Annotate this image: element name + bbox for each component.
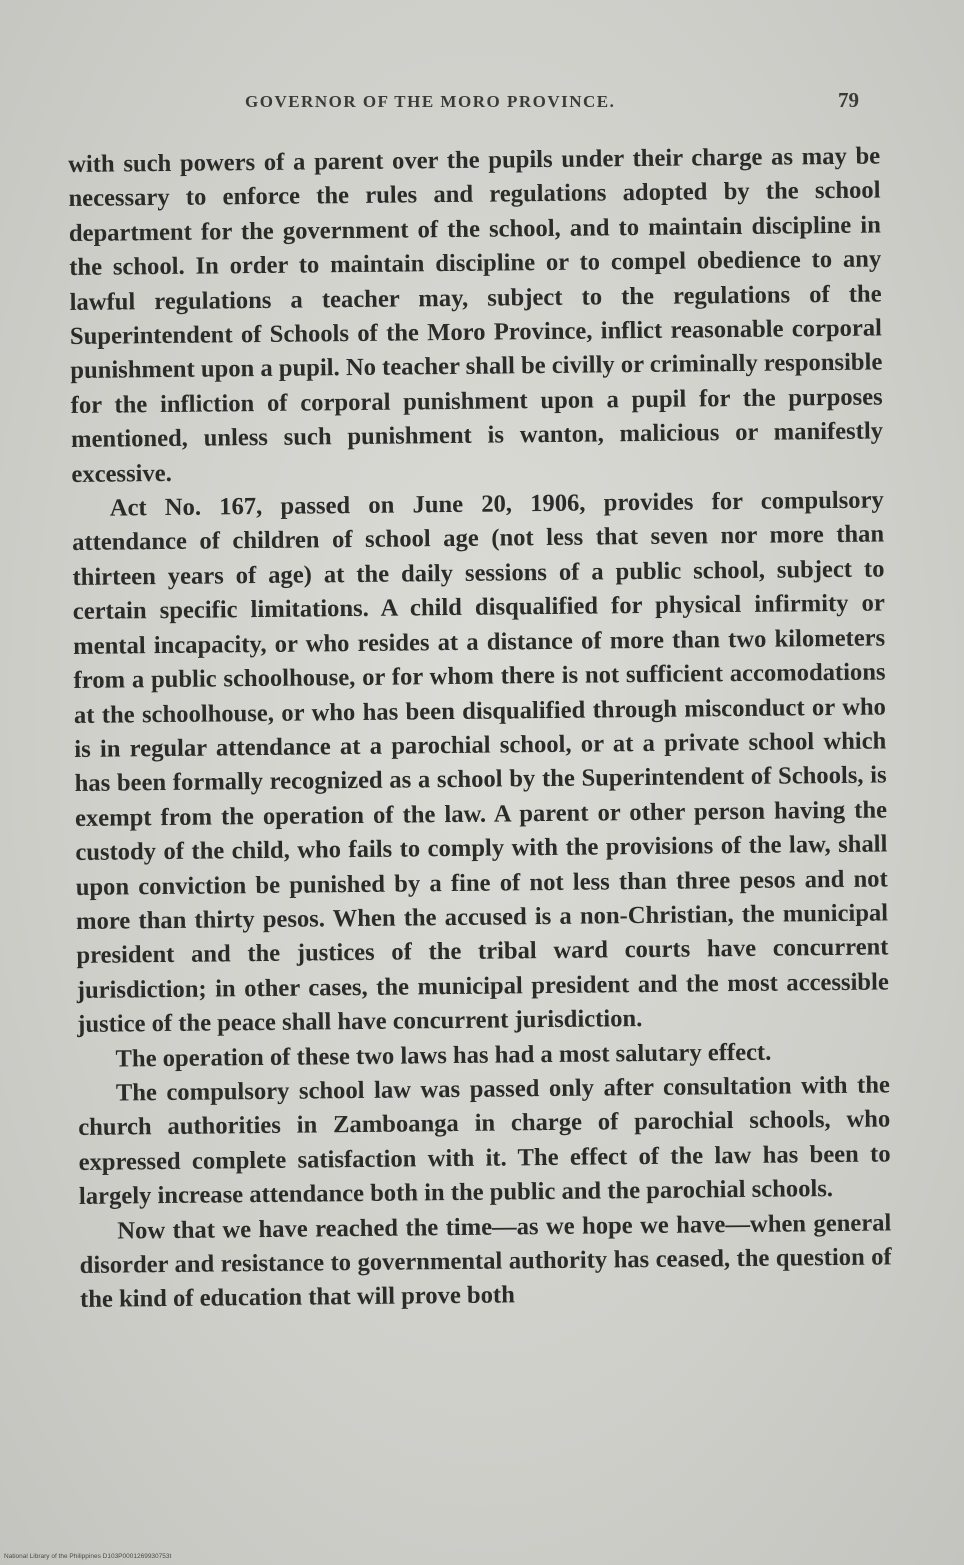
- paragraph-now-that: Now that we have reached the time—as we hope we have—when general disorder and resistance to governmental authority has ceased, the question of the kind of education that will prove both: [79, 1209, 892, 1314]
- page-header: [0, 88, 964, 122]
- paragraph-continued: with such powers of a parent over the pupils under their charge as may be necessary to enforce the rules and regulations adopted by the school department for the government of the school, and to maintain discipline in the school. In order to maintain discipline or to compel obedience to any lawful regulations a teacher may, subject to the regulations of the Superintendent of Schools of the Moro Province, inflict reasonable corporal punishment upon a pupil. No teacher shall be civilly or criminally responsible for the infliction of corporal punishment upon a pupil for the purposes mentioned, unless such punishment is wanton, malicious or manifestly excessive.: [68, 142, 884, 488]
- scan-credit: National Library of the Philippines D103P0001269930753t: [4, 1553, 172, 1560]
- paragraph-operation: The operation of these two laws has had a most salutary effect.: [115, 1038, 772, 1073]
- paragraph-compulsory-law: The compulsory school law was passed only after consultation with the church authorities in Zamboanga in charge of parochial schools, who expressed complete satisfaction with it. The effect of the law has been to largely increase attendance both in the public and the parochial schools.: [78, 1071, 891, 1211]
- paragraph-act-167: Act No. 167, passed on June 20, 1906, provides for compulsory attendance of children of school age (not less that seven nor more than thirteen years of age) at the daily sessions of a public school, subject to certain specific limitations. A child disqualified for physical infirmity or mental incapacity, or who resides at a distance of more than two kilometers from a public schoolhouse, or for whom there is not sufficient accomodations at the schoolhouse, or who has been disqualified through misconduct or who is in regular attendance at a parochial school, or at a private school which has been formally recognized as a school by the Superintendent of Schools, is exempt from the operation of the law. A parent or other person having the custody of the child, who fails to comply with the provisions of the law, shall upon conviction be punished by a fine of not less than three pesos and not more than thirty pesos. When the accused is a non-Christian, the municipal president and the justices of the tribal ward courts have concurrent jurisdiction; in other cases, the municipal president and the most accessible justice of the peace shall have concurrent jurisdiction.: [71, 486, 889, 1039]
- body-text: [68, 139, 892, 1317]
- running-head: GOVERNOR OF THE MORO PROVINCE.: [245, 92, 616, 111]
- page-number: 79: [838, 88, 859, 112]
